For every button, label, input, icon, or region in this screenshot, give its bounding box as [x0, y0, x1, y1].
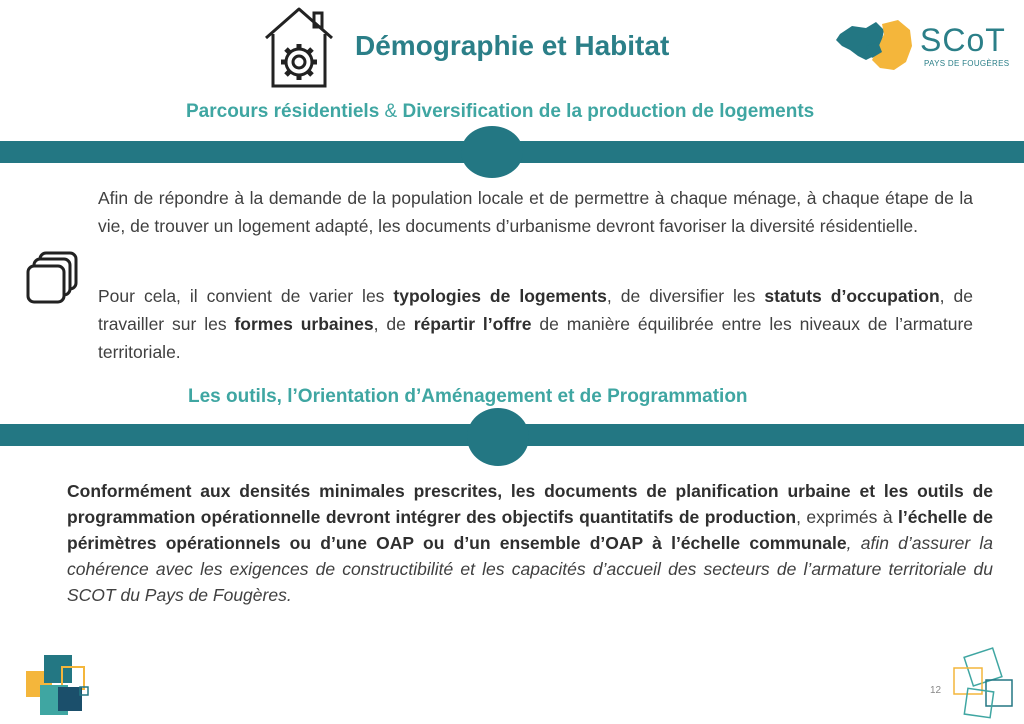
text-run: , de: [373, 314, 414, 334]
emphasis-densites: Conformément aux densités minimales prescrites, les documents de planification urbaine et les outils de programmation opérationnelle devront intégrer des objectifs quantitatifs de production: [67, 481, 993, 527]
copy-stack-icon: [24, 250, 80, 306]
page-number: 12: [930, 685, 942, 696]
heading-part-a: Parcours résidentiels: [186, 101, 380, 122]
emphasis-typologies: typologies de logements: [393, 286, 607, 306]
text-run: Pour cela, il convient de varier les: [98, 286, 394, 306]
emphasis-formes: formes urbaines: [234, 314, 374, 334]
paragraph-diversification: [98, 282, 973, 366]
italic-run: , afin d’assurer la cohérence avec les exigences de constructibilité et les capacités d’accueil des secteurs de l’armature territoriale du SCOT du Pays de Fougères.: [67, 533, 993, 605]
divider-knob: [467, 408, 529, 466]
divider-knob: [461, 126, 523, 178]
paragraph-programmation: [67, 478, 993, 608]
decorative-squares-left: [20, 653, 100, 719]
decorative-squares-right: [946, 644, 1020, 720]
house-gear-icon: [262, 4, 336, 90]
emphasis-echelle: l’échelle de périmètres opérationnels ou d’une OAP ou d’un ensemble d’OAP à l’échelle communale: [67, 507, 993, 553]
emphasis-statuts: statuts d’occupation: [764, 286, 940, 306]
heading-ampersand: &: [384, 101, 398, 122]
emphasis-offre: répartir l’offre: [413, 314, 532, 334]
text-run: de manière équilibrée entre les niveaux de l’armature territoriale.: [98, 314, 974, 362]
section-heading-outils: Les outils, l’Orientation d’Aménagement et de Programmation: [188, 386, 748, 407]
paragraph-intro: Afin de répondre à la demande de la population locale et de permettre à chaque ménage, à chaque étape de la vie, de trouver un logement adapté, les documents d’urbanisme devront favoriser la diversité résidentielle.: [98, 188, 973, 236]
logo-subtext: PAYS DE FOUGÈRES: [924, 59, 1010, 68]
text-run: , de diversifier les: [606, 286, 765, 306]
page-title: Démographie et Habitat: [355, 30, 670, 61]
text-run: , exprimés à: [796, 507, 899, 527]
text-run: , de travailler sur les: [98, 286, 973, 334]
logo-wordmark: SCoT: [920, 22, 1006, 58]
heading-part-b: Diversification de la production de logements: [402, 101, 815, 122]
section-heading-parcours: [186, 101, 814, 123]
